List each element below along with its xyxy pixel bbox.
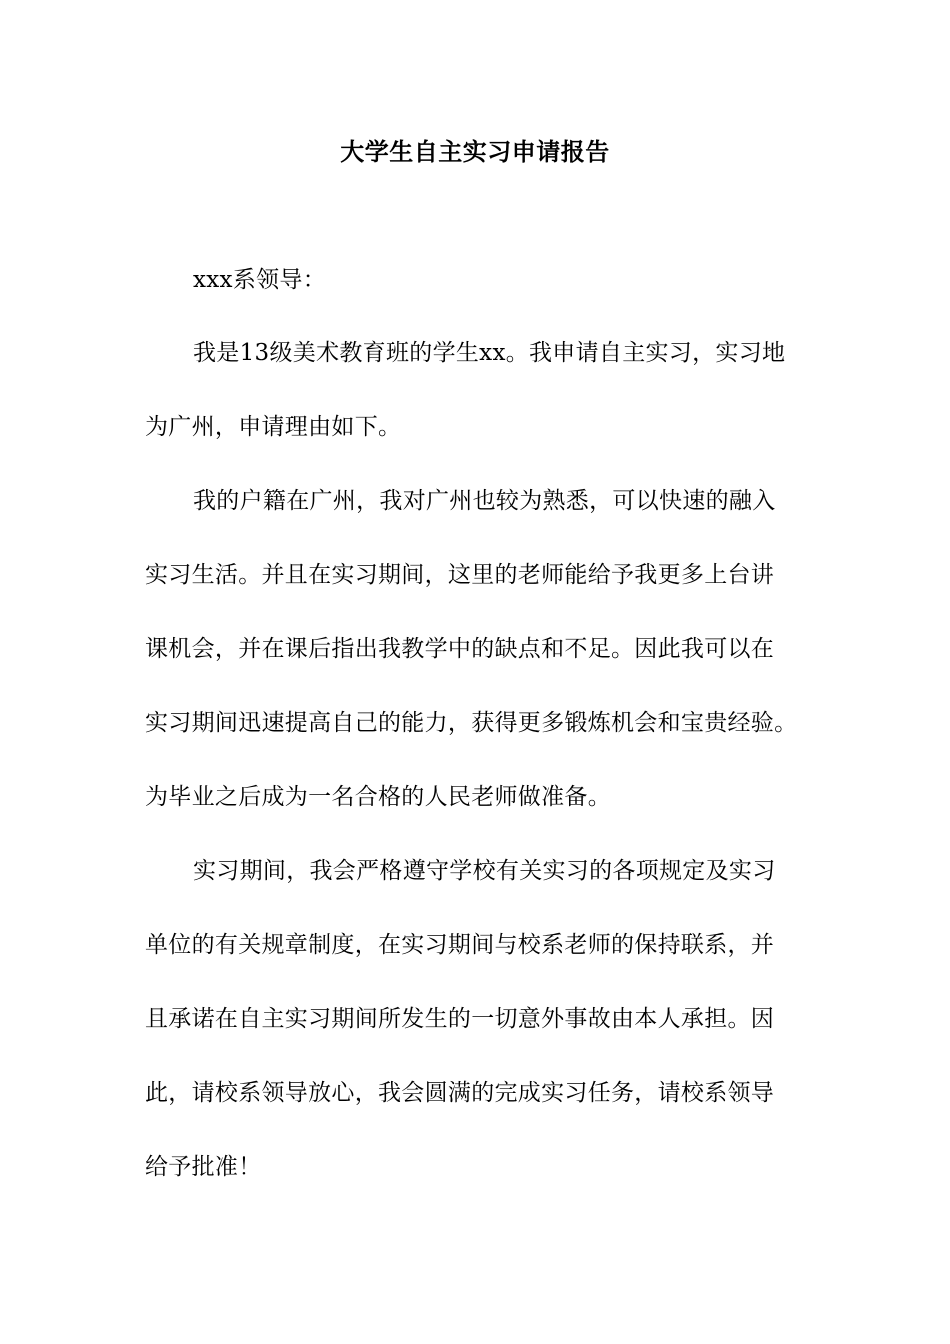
paragraph-line: 为毕业之后成为一名合格的人民老师做准备。 xyxy=(145,784,611,810)
document-title: 大学生自主实习申请报告 xyxy=(340,138,610,166)
paragraph-line: 给予批准！ xyxy=(145,1154,262,1180)
paragraph-line: 实习生活。并且在实习期间，这里的老师能给予我更多上台讲 xyxy=(145,562,775,588)
paragraph-line: 我是13级美术教育班的学生xx。我申请自主实习，实习地 xyxy=(193,340,786,366)
paragraph-line: 实习期间迅速提高自己的能力，获得更多锻炼机会和宝贵经验。 xyxy=(145,710,798,736)
paragraph-line: 且承诺在自主实习期间所发生的一切意外事故由本人承担。因 xyxy=(145,1006,775,1032)
paragraph-line: 课机会，并在课后指出我教学中的缺点和不足。因此我可以在 xyxy=(145,636,775,662)
paragraph-line: 此，请校系领导放心，我会圆满的完成实习任务，请校系领导 xyxy=(145,1080,775,1106)
paragraph-line: 我的户籍在广州，我对广州也较为熟悉，可以快速的融入 xyxy=(193,488,776,514)
paragraph-line: 为广州，申请理由如下。 xyxy=(145,414,402,440)
paragraph-line: 单位的有关规章制度，在实习期间与校系老师的保持联系，并 xyxy=(145,932,775,958)
paragraph-line: 实习期间，我会严格遵守学校有关实习的各项规定及实习 xyxy=(193,858,776,884)
salutation-line: xxx系领导： xyxy=(193,267,327,293)
